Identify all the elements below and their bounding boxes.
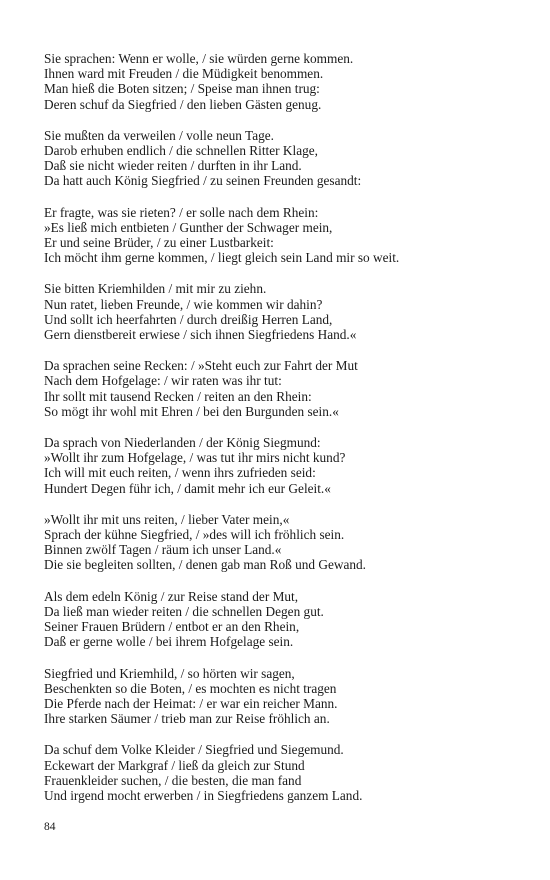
stanza: [44, 666, 524, 727]
verse-line: Frauenkleider suchen, / die besten, die man fand: [44, 772, 302, 788]
verse-line: Als dem edeln König / zur Reise stand der Mut,: [44, 588, 299, 604]
stanza: [44, 358, 524, 419]
stanza: [44, 589, 524, 650]
stanza: [44, 205, 524, 266]
verse-line: »Wollt ihr zum Hofgelage, / was tut ihr mirs nicht kund?: [44, 450, 346, 466]
verse-line: Daß er gerne wolle / bei ihrem Hofgelage sein.: [44, 634, 294, 650]
poem-text: [44, 51, 524, 819]
verse-line: Sie mußten da verweilen / volle neun Tage.: [44, 127, 274, 143]
verse-line: Da schuf dem Volke Kleider / Siegfried und Siegemund.: [44, 742, 344, 758]
verse-line: Seiner Frauen Brüdern / entbot er an den Rhein,: [44, 619, 300, 635]
verse-line: Binnen zwölf Tagen / räum ich unser Land.«: [44, 542, 282, 558]
verse-line: Die Pferde nach der Heimat: / er war ein reicher Mann.: [44, 695, 338, 711]
verse-line: So mögt ihr wohl mit Ehren / bei den Burgunden sein.«: [44, 403, 339, 419]
verse-line: Sie sprachen: Wenn er wolle, / sie würden gerne kommen.: [44, 51, 354, 66]
verse-line: Hundert Degen führ ich, / damit mehr ich eur Geleit.«: [44, 480, 331, 496]
verse-line: Man hieß die Boten sitzen; / Speise man ihnen trug:: [44, 81, 320, 97]
verse-line: »Es ließ mich entbieten / Gunther der Schwager mein,: [44, 219, 333, 235]
verse-line: Sie bitten Kriemhilden / mit mir zu ziehn.: [44, 281, 267, 297]
verse-line: Gern dienstbereit erwiese / sich ihnen Siegfriedens Hand.«: [44, 327, 357, 343]
verse-line: Da ließ man wieder reiten / die schnellen Degen gut.: [44, 603, 324, 619]
verse-line: Und sollt ich heerfahrten / durch dreißig Herren Land,: [44, 311, 333, 327]
verse-line: Die sie begleiten sollten, / denen gab man Roß und Gewand.: [44, 557, 367, 573]
verse-line: Ihr sollt mit tausend Recken / reiten an den Rhein:: [44, 388, 312, 404]
verse-line: Deren schuf da Siegfried / den lieben Gästen genug.: [44, 96, 322, 112]
verse-line: Und irgend mocht erwerben / in Siegfriedens ganzem Land.: [44, 787, 363, 803]
verse-line: Sprach der kühne Siegfried, / »des will ich fröhlich sein.: [44, 527, 345, 543]
verse-line: Ich möcht ihm gerne kommen, / liegt gleich sein Land mir so weit.: [44, 250, 400, 266]
verse-line: Nach dem Hofgelage: / wir raten was ihr tut:: [44, 373, 282, 389]
stanza: [44, 435, 524, 496]
stanza: [44, 742, 524, 803]
verse-line: Da sprachen seine Recken: / »Steht euch zur Fahrt der Mut: [44, 358, 358, 374]
verse-line: Ihnen ward mit Freuden / die Müdigkeit benommen.: [44, 66, 324, 82]
verse-line: Nun ratet, lieben Freunde, / wie kommen wir dahin?: [44, 296, 323, 312]
verse-line: Ich will mit euch reiten, / wenn ihrs zufrieden seid:: [44, 465, 316, 481]
page-number: 84: [44, 821, 56, 833]
verse-line: »Wollt ihr mit uns reiten, / lieber Vater mein,«: [44, 511, 290, 527]
verse-line: Siegfried und Kriemhild, / so hörten wir sagen,: [44, 665, 295, 681]
verse-line: Beschenkten so die Boten, / es mochten es nicht tragen: [44, 680, 337, 696]
verse-line: Eckewart der Markgraf / ließ da gleich zur Stund: [44, 757, 305, 773]
verse-line: Da sprach von Niederlanden / der König Siegmund:: [44, 435, 321, 451]
verse-line: Da hatt auch König Siegfried / zu seinen Freunden gesandt:: [44, 173, 362, 189]
verse-line: Darob erhuben endlich / die schnellen Ritter Klage,: [44, 143, 318, 159]
verse-line: Ihre starken Säumer / trieb man zur Reise fröhlich an.: [44, 711, 330, 727]
stanza: [44, 128, 524, 189]
verse-line: Er fragte, was sie rieten? / er solle nach dem Rhein:: [44, 204, 319, 220]
stanza: [44, 281, 524, 342]
verse-line: Er und seine Brüder, / zu einer Lustbarkeit:: [44, 235, 274, 251]
verse-line: Daß sie nicht wieder reiten / durften in ihr Land.: [44, 158, 302, 174]
stanza: [44, 512, 524, 573]
stanza: [44, 51, 524, 112]
